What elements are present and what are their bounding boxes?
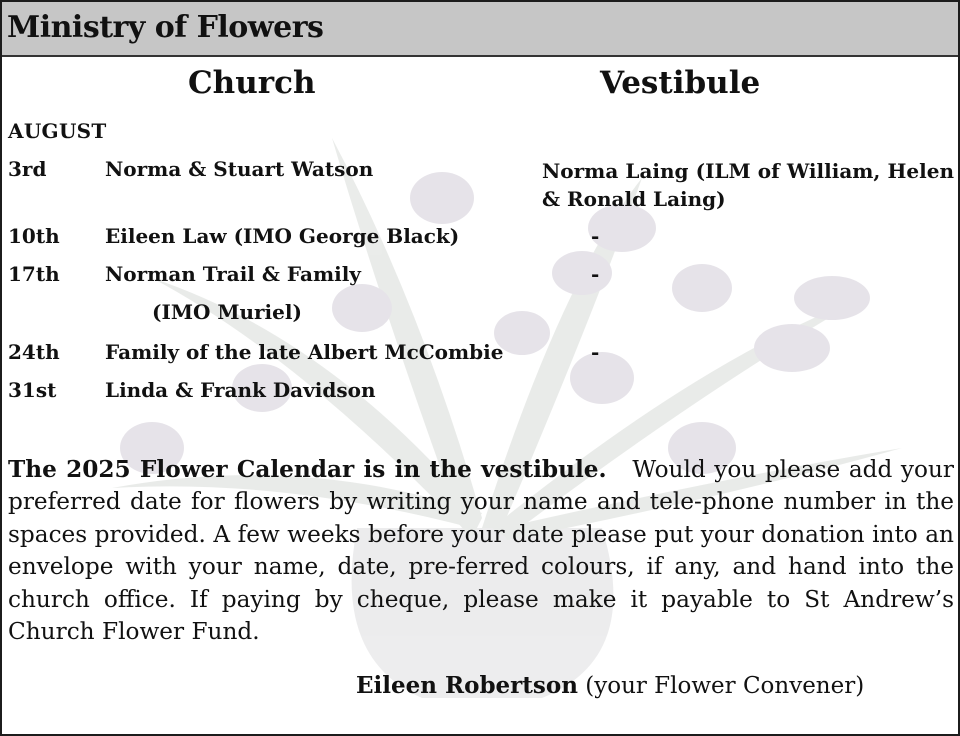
signature [356,672,864,699]
church-donor: Linda & Frank Davidson [105,378,376,402]
row-date: 24th [8,340,60,364]
church-column-heading: Church [188,65,316,101]
signature-name: Eileen Robertson [356,672,578,699]
vestibule-column-heading: Vestibule [600,65,761,101]
page-title: Ministry of Flowers [7,10,324,45]
church-donor-note: (IMO Muriel) [152,300,302,324]
church-donor: Family of the late Albert McCombie [105,340,504,364]
calendar-notice [8,454,954,648]
church-donor: Norman Trail & Family [105,262,361,286]
vestibule-donor: Norma Laing (ILM of William, Helen & Ronald Laing) [542,159,954,211]
church-donor: Eileen Law (IMO George Black) [105,224,460,248]
vestibule-donor: - [591,340,600,364]
church-donor: Norma & Stuart Watson [105,157,374,181]
month-label: AUGUST [8,119,107,143]
row-date: 3rd [8,157,47,181]
row-date: 31st [8,378,57,402]
vestibule-donor: - [591,262,600,286]
notice-content [2,2,958,736]
row-date: 17th [8,262,60,286]
title-bar [2,2,958,57]
signature-role: (your Flower Convener) [585,673,865,699]
notice-lead: The 2025 Flower Calendar is in the vestibule. [8,456,607,483]
notice-body: Would you please add your preferred date for flowers by writing your name and tele-phone number in the spaces provided. A few weeks before your date please put your donation into an envelope with your name, date, pre-ferred colours, if any, and hand into the church office. If paying by cheque, please make it payable to St Andrew’s Church Flower Fund. [8,456,954,646]
row-date: 10th [8,224,60,248]
vestibule-donor: - [591,224,600,248]
